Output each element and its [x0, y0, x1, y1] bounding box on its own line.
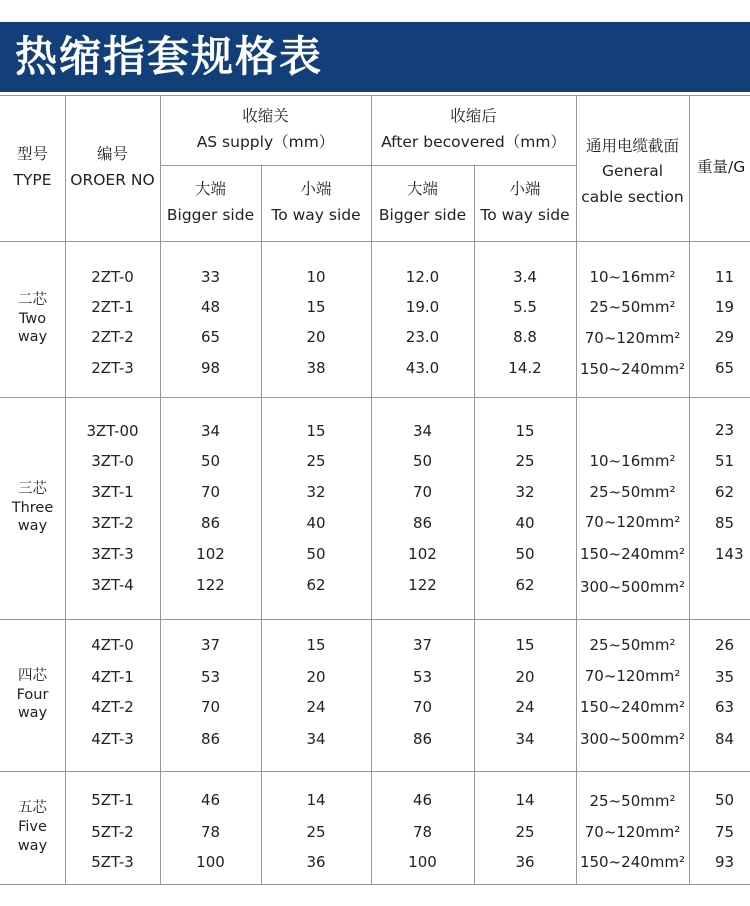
value-supply-bigger: 65 — [200, 327, 221, 346]
cell-supply-bigger — [160, 665, 261, 689]
value-cable-section: 25~50mm² — [589, 791, 676, 810]
value-after-small: 50 — [515, 544, 535, 563]
value-supply-bigger: 86 — [200, 729, 221, 748]
value-after-small: 8.8 — [513, 327, 537, 346]
cell-order-no — [65, 265, 160, 289]
value-after-small: 24 — [515, 697, 535, 716]
header-small-en: To way side — [271, 206, 361, 224]
cell-supply-small — [261, 356, 371, 380]
value-cable-section: 70~120mm² — [584, 666, 681, 685]
value-after-small: 62 — [515, 575, 535, 594]
cell-after-small — [474, 820, 576, 844]
cell-after-bigger — [371, 633, 474, 657]
value-after-bigger: 100 — [408, 852, 437, 871]
value-order-no: 4ZT-0 — [91, 635, 134, 654]
value-order-no: 4ZT-1 — [91, 667, 134, 686]
value-cable-section: 150~240mm² — [579, 544, 686, 563]
cell-order-no — [65, 850, 160, 874]
cell-after-small — [474, 449, 576, 473]
value-order-no: 4ZT-3 — [91, 729, 134, 748]
value-after-small: 5.5 — [513, 297, 537, 316]
cell-supply-small — [261, 695, 371, 719]
value-cable-section: 25~50mm² — [589, 297, 676, 316]
value-supply-bigger: 70 — [200, 697, 221, 716]
cell-after-small — [474, 265, 576, 289]
value-supply-bigger: 122 — [196, 575, 225, 594]
value-order-no: 2ZT-0 — [91, 267, 134, 286]
cell-supply-small — [261, 850, 371, 874]
cell-after-small — [474, 511, 576, 535]
value-after-small: 14 — [515, 790, 535, 809]
value-cable-section: 25~50mm² — [589, 482, 676, 501]
cell-weight — [689, 850, 750, 874]
value-supply-bigger: 48 — [200, 297, 221, 316]
cell-after-small — [474, 695, 576, 719]
cell-weight — [689, 265, 750, 289]
value-after-small: 3.4 — [513, 267, 537, 286]
value-cable-section: 70~120mm² — [584, 328, 681, 347]
value-weight: 85 — [715, 513, 735, 532]
cell-cable-section — [576, 850, 689, 874]
cell-supply-bigger — [160, 265, 261, 289]
value-weight: 65 — [715, 358, 735, 377]
value-cable-section: 10~16mm² — [589, 451, 676, 470]
value-after-small: 14.2 — [508, 358, 542, 377]
cell-supply-small — [261, 633, 371, 657]
value-supply-bigger: 86 — [200, 513, 221, 532]
value-order-no: 3ZT-0 — [91, 451, 134, 470]
cell-cable-section — [576, 480, 689, 504]
group-label-en: Five — [18, 819, 47, 836]
header-big-en: Bigger side — [166, 206, 255, 224]
header-as-supply — [160, 95, 371, 165]
cell-weight — [689, 727, 750, 751]
value-after-bigger: 37 — [412, 635, 433, 654]
cell-after-small — [474, 665, 576, 689]
value-after-bigger: 53 — [412, 667, 433, 686]
cell-after-bigger — [371, 480, 474, 504]
value-supply-bigger: 50 — [200, 451, 221, 470]
value-after-bigger: 46 — [412, 790, 433, 809]
cell-supply-small — [261, 449, 371, 473]
value-after-small: 36 — [515, 852, 535, 871]
value-after-small: 25 — [515, 451, 535, 470]
cell-after-bigger — [371, 788, 474, 812]
value-supply-bigger: 100 — [196, 852, 225, 871]
value-after-bigger: 43.0 — [405, 358, 440, 377]
value-supply-small: 20 — [306, 667, 326, 686]
header-supply-bigger-side — [160, 165, 261, 241]
value-cable-section: 300~500mm² — [579, 577, 686, 596]
cell-supply-bigger — [160, 419, 261, 443]
cell-supply-small — [261, 265, 371, 289]
value-supply-small: 25 — [306, 822, 326, 841]
cell-supply-small — [261, 727, 371, 751]
cell-weight — [689, 665, 750, 689]
value-order-no: 3ZT-00 — [86, 421, 139, 440]
cell-after-bigger — [371, 727, 474, 751]
value-weight: 23 — [715, 420, 735, 439]
value-supply-bigger: 46 — [200, 790, 221, 809]
cell-supply-small — [261, 542, 371, 566]
cell-supply-small — [261, 788, 371, 812]
value-supply-small: 15 — [306, 421, 326, 440]
cell-supply-small — [261, 665, 371, 689]
value-supply-small: 38 — [306, 358, 326, 377]
value-after-small: 34 — [515, 729, 535, 748]
header-bottom-border — [0, 241, 750, 242]
value-after-bigger: 102 — [408, 544, 437, 563]
cell-after-bigger — [371, 325, 474, 349]
group-divider-3 — [0, 771, 750, 772]
value-weight: 35 — [715, 667, 735, 686]
cell-supply-small — [261, 820, 371, 844]
cell-after-small — [474, 788, 576, 812]
cell-order-no — [65, 511, 160, 535]
cell-cable-section — [576, 695, 689, 719]
cell-supply-bigger — [160, 480, 261, 504]
value-after-bigger: 86 — [412, 513, 433, 532]
title-banner — [0, 22, 750, 92]
cell-supply-small — [261, 480, 371, 504]
group-label-cn: 二芯 — [18, 291, 47, 308]
header-supply-en: AS supply（mm） — [196, 133, 335, 151]
value-weight: 63 — [715, 697, 735, 716]
value-after-bigger: 70 — [412, 697, 433, 716]
cell-order-no — [65, 295, 160, 319]
value-after-bigger: 50 — [412, 451, 433, 470]
value-weight: 75 — [715, 822, 735, 841]
cell-weight — [689, 325, 750, 349]
cell-supply-bigger — [160, 788, 261, 812]
cell-order-no — [65, 727, 160, 751]
value-supply-bigger: 98 — [200, 358, 221, 377]
cell-weight — [689, 449, 750, 473]
cell-after-bigger — [371, 542, 474, 566]
cell-after-bigger — [371, 665, 474, 689]
cell-supply-small — [261, 573, 371, 597]
value-cable-section: 300~500mm² — [579, 729, 686, 748]
header-after-bigger-side — [371, 165, 474, 241]
header-no-cn: 编号 — [96, 145, 128, 164]
header-cable-section — [576, 95, 689, 241]
value-after-bigger: 12.0 — [405, 267, 440, 286]
header-big-cn: 大端 — [406, 180, 438, 199]
cell-after-small — [474, 295, 576, 319]
value-after-bigger: 23.0 — [405, 327, 440, 346]
cell-after-bigger — [371, 449, 474, 473]
group-label — [0, 771, 65, 884]
value-after-bigger: 122 — [408, 575, 437, 594]
cell-after-small — [474, 542, 576, 566]
value-order-no: 2ZT-1 — [91, 297, 134, 316]
cell-order-no — [65, 573, 160, 597]
cell-order-no — [65, 665, 160, 689]
value-order-no: 5ZT-3 — [91, 852, 134, 871]
header-big-en: Bigger side — [378, 206, 467, 224]
header-cable-cn: 通用电缆截面 — [585, 136, 679, 155]
value-weight: 93 — [715, 852, 735, 871]
cell-after-bigger — [371, 511, 474, 535]
cell-cable-section — [576, 265, 689, 289]
value-weight: 29 — [715, 327, 735, 346]
value-order-no: 3ZT-3 — [91, 544, 134, 563]
cell-supply-bigger — [160, 695, 261, 719]
cell-cable-section — [576, 664, 689, 688]
value-after-small: 25 — [515, 822, 535, 841]
cell-order-no — [65, 695, 160, 719]
cell-cable-section — [576, 820, 689, 844]
cell-supply-bigger — [160, 573, 261, 597]
value-after-small: 15 — [515, 421, 535, 440]
group-label — [0, 241, 65, 397]
cell-after-small — [474, 633, 576, 657]
cell-weight — [689, 633, 750, 657]
value-after-small: 20 — [515, 667, 535, 686]
header-order-no — [65, 95, 160, 241]
cell-cable-section — [576, 633, 689, 657]
header-cable-en1: General — [601, 162, 664, 181]
group-label-en2: way — [17, 329, 48, 346]
cell-after-bigger — [371, 573, 474, 597]
header-after-en: After becovered（mm） — [381, 133, 566, 151]
cell-supply-bigger — [160, 356, 261, 380]
cell-after-bigger — [371, 356, 474, 380]
cell-supply-bigger — [160, 820, 261, 844]
header-supply-cn: 收缩关 — [242, 107, 289, 126]
value-order-no: 3ZT-4 — [91, 575, 134, 594]
cell-order-no — [65, 325, 160, 349]
value-supply-small: 20 — [306, 327, 326, 346]
group-label-cn: 四芯 — [18, 667, 47, 684]
value-cable-section: 70~120mm² — [584, 512, 681, 531]
cell-cable-section — [576, 789, 689, 813]
cell-cable-section — [576, 575, 689, 599]
header-weight-label: 重量/G — [697, 158, 746, 177]
cell-after-small — [474, 573, 576, 597]
cell-cable-section — [576, 510, 689, 534]
header-no-en: OROER NO — [70, 171, 155, 189]
group-label-en: Three — [11, 499, 54, 516]
page-title: 热缩指套规格表 — [15, 32, 324, 81]
group-label-en2: way — [17, 837, 48, 854]
value-supply-bigger: 37 — [200, 635, 221, 654]
cell-weight — [689, 542, 750, 566]
cell-order-no — [65, 356, 160, 380]
cell-after-small — [474, 325, 576, 349]
cell-weight — [689, 356, 750, 380]
value-after-bigger: 19.0 — [405, 297, 440, 316]
value-order-no: 5ZT-2 — [91, 822, 134, 841]
group-label-en2: way — [17, 518, 48, 535]
header-type — [0, 95, 65, 241]
value-after-small: 32 — [515, 482, 535, 501]
cell-supply-small — [261, 325, 371, 349]
value-weight: 51 — [715, 451, 735, 470]
header-type-cn: 型号 — [16, 145, 48, 164]
value-supply-bigger: 102 — [196, 544, 225, 563]
cell-weight — [689, 295, 750, 319]
header-after-cn: 收缩后 — [450, 107, 497, 126]
value-supply-bigger: 33 — [200, 267, 221, 286]
value-supply-small: 24 — [306, 697, 326, 716]
cell-cable-section — [576, 326, 689, 350]
cell-supply-bigger — [160, 850, 261, 874]
value-cable-section: 150~240mm² — [579, 359, 686, 378]
value-after-bigger: 86 — [412, 729, 433, 748]
value-supply-bigger: 53 — [200, 667, 221, 686]
value-cable-section: 70~120mm² — [584, 822, 681, 841]
value-order-no: 4ZT-2 — [91, 697, 134, 716]
value-after-bigger: 34 — [412, 421, 433, 440]
cell-after-bigger — [371, 295, 474, 319]
cell-after-small — [474, 356, 576, 380]
value-supply-small: 15 — [306, 635, 326, 654]
value-supply-small: 34 — [306, 729, 326, 748]
value-cable-section: 10~16mm² — [589, 267, 676, 286]
value-order-no: 5ZT-1 — [91, 790, 134, 809]
cell-supply-bigger — [160, 511, 261, 535]
cell-order-no — [65, 419, 160, 443]
cell-order-no — [65, 633, 160, 657]
header-cable-en2: cable section — [581, 187, 684, 206]
cell-after-small — [474, 850, 576, 874]
cell-supply-bigger — [160, 542, 261, 566]
cell-cable-section — [576, 357, 689, 381]
value-order-no: 3ZT-1 — [91, 482, 134, 501]
value-weight: 84 — [715, 729, 735, 748]
value-order-no: 3ZT-2 — [91, 513, 134, 532]
cell-supply-bigger — [160, 633, 261, 657]
header-big-cn: 大端 — [194, 180, 226, 199]
cell-cable-section — [576, 727, 689, 751]
cell-weight — [689, 480, 750, 504]
group-divider-2 — [0, 619, 750, 620]
value-supply-small: 25 — [306, 451, 326, 470]
value-weight: 62 — [715, 482, 735, 501]
value-supply-bigger: 34 — [200, 421, 221, 440]
cell-supply-bigger — [160, 449, 261, 473]
value-weight: 50 — [715, 790, 735, 809]
cell-order-no — [65, 449, 160, 473]
header-after-small-side — [474, 165, 576, 241]
value-supply-bigger: 70 — [200, 482, 221, 501]
group-divider-1 — [0, 397, 750, 398]
cell-after-small — [474, 419, 576, 443]
cell-after-bigger — [371, 695, 474, 719]
cell-weight — [689, 695, 750, 719]
cell-order-no — [65, 820, 160, 844]
cell-after-small — [474, 480, 576, 504]
cell-supply-small — [261, 295, 371, 319]
value-supply-small: 15 — [306, 297, 326, 316]
value-supply-small: 36 — [306, 852, 326, 871]
value-supply-small: 50 — [306, 544, 326, 563]
group-label-en: Two — [18, 310, 47, 327]
header-small-cn: 小端 — [300, 180, 332, 199]
cell-after-small — [474, 727, 576, 751]
header-supply-small-side — [261, 165, 371, 241]
value-supply-small: 32 — [306, 482, 326, 501]
cell-after-bigger — [371, 850, 474, 874]
value-order-no: 2ZT-2 — [91, 327, 134, 346]
value-after-small: 40 — [515, 513, 535, 532]
value-supply-small: 14 — [306, 790, 326, 809]
cell-after-bigger — [371, 419, 474, 443]
group-label — [0, 619, 65, 771]
header-small-en: To way side — [480, 206, 570, 224]
cell-after-bigger — [371, 820, 474, 844]
cell-supply-small — [261, 511, 371, 535]
cell-weight — [689, 788, 750, 812]
value-weight: 26 — [715, 635, 735, 654]
header-after-recovered — [371, 95, 576, 165]
value-weight: 19 — [715, 297, 735, 316]
value-supply-small: 40 — [306, 513, 326, 532]
group-label-cn: 五芯 — [18, 800, 47, 817]
cell-after-bigger — [371, 265, 474, 289]
cell-order-no — [65, 788, 160, 812]
group-label — [0, 397, 65, 619]
group-label-en2: way — [17, 705, 48, 722]
header-weight — [689, 95, 750, 241]
value-supply-small: 10 — [306, 267, 326, 286]
value-after-small: 15 — [515, 635, 535, 654]
cell-weight — [689, 418, 750, 442]
value-supply-small: 62 — [306, 575, 326, 594]
value-cable-section: 150~240mm² — [579, 697, 686, 716]
value-weight: 143 — [715, 544, 744, 563]
value-cable-section: 25~50mm² — [589, 635, 676, 654]
value-weight: 11 — [715, 267, 735, 286]
header-small-cn: 小端 — [509, 180, 541, 199]
group-divider-4 — [0, 884, 750, 885]
group-label-en: Four — [16, 686, 49, 703]
cell-supply-small — [261, 419, 371, 443]
cell-supply-bigger — [160, 727, 261, 751]
cell-order-no — [65, 542, 160, 566]
header-type-en: TYPE — [13, 171, 52, 189]
value-after-bigger: 78 — [412, 822, 433, 841]
cell-order-no — [65, 480, 160, 504]
value-cable-section: 150~240mm² — [579, 852, 686, 871]
value-supply-bigger: 78 — [200, 822, 221, 841]
cell-weight — [689, 820, 750, 844]
value-order-no: 2ZT-3 — [91, 358, 134, 377]
cell-supply-bigger — [160, 325, 261, 349]
cell-cable-section — [576, 449, 689, 473]
cell-supply-bigger — [160, 295, 261, 319]
cell-weight — [689, 511, 750, 535]
cell-cable-section — [576, 542, 689, 566]
group-label-cn: 三芯 — [18, 480, 47, 497]
cell-cable-section — [576, 295, 689, 319]
value-after-bigger: 70 — [412, 482, 433, 501]
